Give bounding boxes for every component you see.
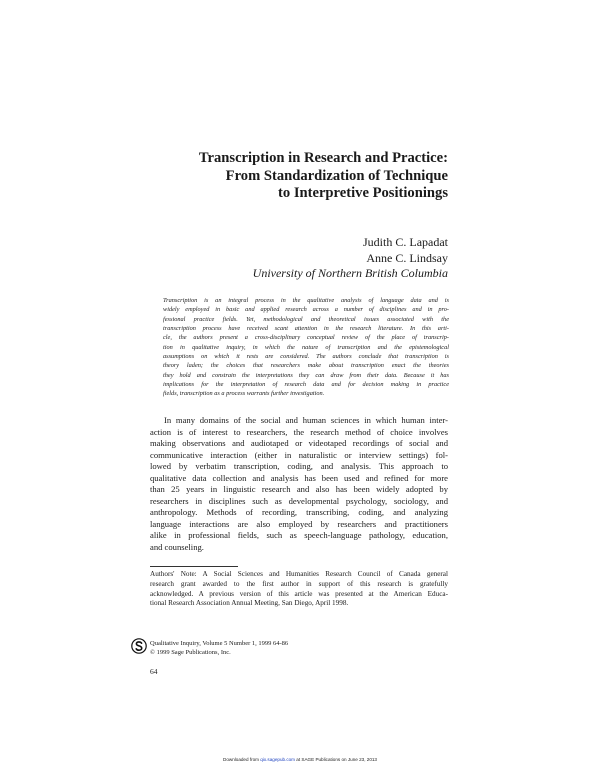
publication-info (150, 640, 288, 657)
journal-citation: Qualitative Inquiry, Volume 5 Number 1, 1999 64-86 (150, 640, 289, 647)
body-line: communicative interaction (either in naturalistic or interview settings) fol- (150, 449, 448, 460)
body-line: lowed by verbatim transcription, coding, and analysis. This approach to (150, 461, 448, 472)
body-line: researchers in disciplines such as developmental psychology, sociology, and (150, 495, 448, 506)
abstract-line: tion in qualitative inquiry, in which the nature of transcription and the epistemological (163, 343, 449, 351)
footnote-divider (150, 566, 238, 567)
body-line: alike in professional fields, such as speech-language pathology, education, (150, 530, 448, 541)
abstract-line: implications for the interpretation of research data and for decision making in practice (163, 381, 449, 389)
copyright-line: © 1999 Sage Publications, Inc. (150, 648, 231, 656)
abstract-line: theory laden; the choices that researchers make about transcription enact the theories (163, 362, 449, 370)
author-block (240, 235, 448, 282)
body-line: qualitative data collection and analysis has been used and refined for more (150, 472, 448, 483)
abstract-line: widely employed in basic and applied research across a number of disciplines and in pro- (163, 306, 449, 314)
note-line: acknowledged. A previous version of this article was presented at the American Educa- (150, 589, 448, 598)
body-line: making observations and audiotaped or videotaped recordings of social and (150, 438, 448, 449)
abstract-line: cle, the authors present a cross-disciplinary conceptual review of the place of transcrip- (163, 334, 449, 342)
title-line-3: to Interpretive Positionings (278, 185, 448, 201)
abstract-line: transcription process have received scant attention in the research literature. In this arti- (163, 325, 449, 333)
body-line: language interactions are also employed by researchers and practitioners (150, 518, 448, 529)
abstract-line: Transcription is an integral process in the qualitative analysis of language data and is (163, 297, 449, 304)
download-footer (0, 757, 600, 762)
footer-suffix: at SAGE Publications on June 23, 2013 (295, 757, 377, 762)
footer-link[interactable]: qix.sagepub.com (260, 757, 296, 762)
author-affiliation: University of Northern British Columbia (252, 266, 448, 280)
note-line: tional Research Association Annual Meeting, San Diego, April 1998. (150, 599, 349, 608)
author-name-2: Anne C. Lindsay (366, 250, 448, 265)
title-line-1: Transcription in Research and Practice: (198, 150, 448, 166)
abstract-line: fields, transcription as a process warrants further investigation. (163, 390, 325, 398)
abstract-line: assumptions on which it rests are considered. The authors conclude that transcription is (163, 353, 449, 361)
footer-prefix: Downloaded from (223, 757, 261, 762)
sage-logo-icon (131, 638, 147, 654)
article-title (150, 150, 448, 203)
body-line: and counseling. (150, 542, 204, 553)
author-name-1: Judith C. Lapadat (363, 235, 448, 249)
authors-note (150, 570, 448, 609)
abstract (163, 296, 449, 399)
body-line: action is of interest to researchers, the research method of choice involves (150, 426, 448, 437)
page-number: 64 (150, 667, 158, 676)
title-line-2: From Standardization of Technique (225, 167, 448, 184)
abstract-line: fessional practice fields. Yet, methodological and theoretical issues associated with the (163, 315, 449, 323)
note-line: Authors' Note: A Social Sciences and Humanities Research Council of Canada general (150, 570, 448, 578)
body-paragraph (150, 415, 448, 554)
body-line: In many domains of the social and human sciences in which human inter- (164, 415, 448, 425)
body-line: than 25 years in linguistic research and also has been widely adopted by (150, 484, 448, 495)
body-line: anthropology. Methods of recording, transcribing, coding, and analyzing (150, 507, 448, 518)
note-line: research grant awarded to the first author in support of this research is gratefully (150, 579, 448, 588)
abstract-line: they hold and constrain the interpretations they can draw from their data. Because it has (163, 371, 449, 379)
